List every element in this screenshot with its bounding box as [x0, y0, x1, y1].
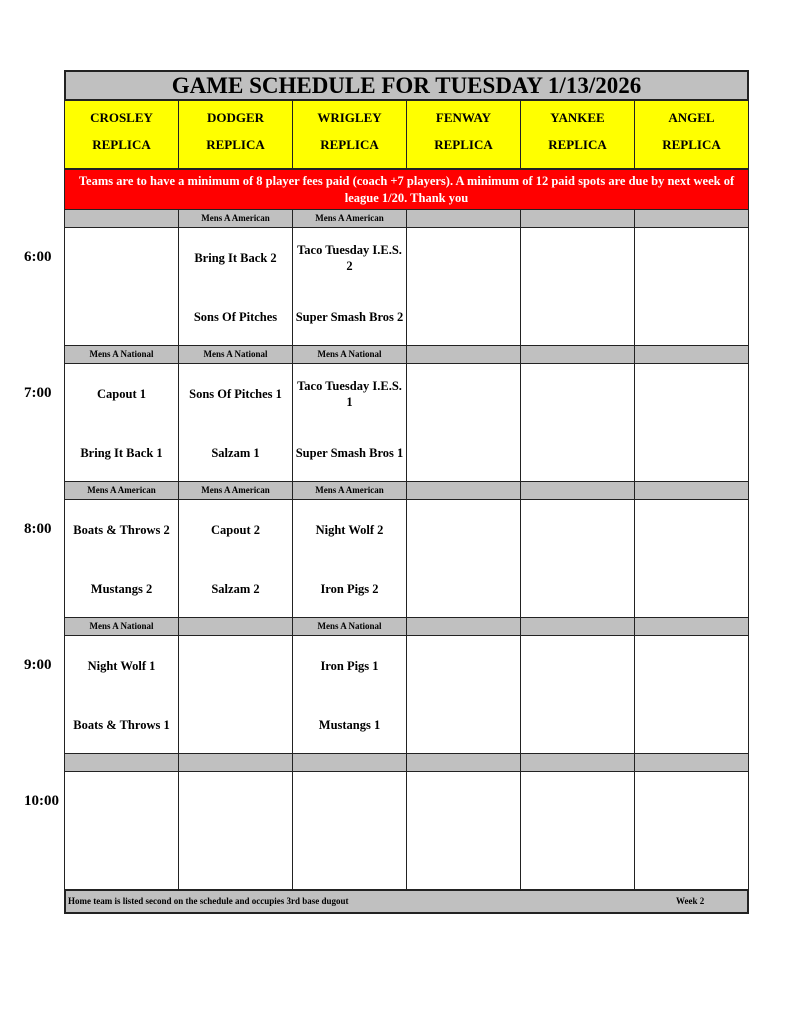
game-cell — [634, 363, 749, 482]
game-cell — [520, 363, 635, 482]
field-subtitle: REPLICA — [92, 137, 151, 152]
game-cell — [292, 227, 407, 346]
field-name: CROSLEY — [90, 110, 153, 125]
division-label: Mens A National — [178, 345, 293, 364]
away-team: Boats & Throws 2 — [73, 523, 170, 537]
field-header — [406, 100, 521, 169]
time-label: 7:00 — [24, 385, 52, 401]
field-subtitle: REPLICA — [548, 137, 607, 152]
field-header — [178, 100, 293, 169]
game-cell — [520, 771, 635, 890]
field-subtitle: REPLICA — [662, 137, 721, 152]
game-cell — [634, 635, 749, 754]
game-cell — [634, 227, 749, 346]
game-cell — [520, 635, 635, 754]
division-label — [178, 617, 293, 636]
away-team: Taco Tuesday I.E.S. 2 — [297, 243, 402, 273]
division-label: Mens A National — [292, 617, 407, 636]
home-team: Boats & Throws 1 — [73, 718, 170, 732]
game-cell — [634, 771, 749, 890]
home-team: Mustangs 2 — [90, 582, 153, 596]
division-label — [292, 753, 407, 772]
division-label — [634, 753, 749, 772]
game-cell — [178, 635, 293, 754]
division-label — [520, 753, 635, 772]
game-cell — [406, 227, 521, 346]
division-label: Mens A National — [64, 617, 179, 636]
away-team: Sons Of Pitches 1 — [189, 387, 282, 401]
division-label — [634, 617, 749, 636]
time-label: 6:00 — [24, 249, 52, 265]
field-subtitle: REPLICA — [434, 137, 493, 152]
footer — [64, 889, 749, 914]
division-label — [520, 481, 635, 500]
division-label — [634, 209, 749, 228]
game-cell — [64, 499, 179, 618]
away-team: Capout 2 — [211, 523, 260, 537]
field-header — [292, 100, 407, 169]
game-cell — [64, 635, 179, 754]
division-label: Mens A American — [292, 481, 407, 500]
time-label: 10:00 — [24, 793, 59, 809]
game-cell — [178, 499, 293, 618]
field-header — [634, 100, 749, 169]
division-label — [406, 617, 521, 636]
division-label — [406, 345, 521, 364]
game-cell — [406, 363, 521, 482]
division-label — [64, 753, 179, 772]
division-label: Mens A American — [64, 481, 179, 500]
time-label: 8:00 — [24, 521, 52, 537]
division-label: Mens A American — [292, 209, 407, 228]
home-team: Iron Pigs 2 — [320, 582, 379, 596]
field-header — [64, 100, 179, 169]
game-cell — [292, 499, 407, 618]
field-subtitle: REPLICA — [206, 137, 265, 152]
division-label — [406, 481, 521, 500]
home-team: Bring It Back 1 — [80, 446, 163, 460]
game-cell — [406, 635, 521, 754]
division-label — [406, 209, 521, 228]
division-label — [634, 481, 749, 500]
game-cell — [64, 227, 179, 346]
game-cell — [64, 771, 179, 890]
game-cell — [178, 227, 293, 346]
game-cell — [292, 635, 407, 754]
field-name: WRIGLEY — [317, 110, 382, 125]
field-name: FENWAY — [435, 110, 492, 125]
game-cell — [178, 771, 293, 890]
game-cell — [406, 499, 521, 618]
home-team: Salzam 2 — [211, 582, 260, 596]
field-name: DODGER — [206, 110, 265, 125]
division-label — [520, 345, 635, 364]
field-header — [520, 100, 635, 169]
game-cell — [292, 771, 407, 890]
game-cell — [520, 227, 635, 346]
field-name: ANGEL — [668, 110, 715, 125]
division-label — [634, 345, 749, 364]
division-label: Mens A American — [178, 209, 293, 228]
home-team: Mustangs 1 — [318, 718, 381, 732]
notice-banner: Teams are to have a minimum of 8 player fees paid (coach +7 players). A minimum of 12 paid spots are due by next week of league 1/20. Thank you — [64, 169, 749, 210]
away-team: Night Wolf 2 — [315, 523, 384, 537]
division-label — [520, 209, 635, 228]
away-team: Iron Pigs 1 — [320, 659, 379, 673]
division-label: Mens A American — [178, 481, 293, 500]
division-label — [178, 753, 293, 772]
page-title: GAME SCHEDULE FOR TUESDAY 1/13/2026 — [64, 70, 749, 101]
home-team: Super Smash Bros 1 — [295, 446, 404, 460]
game-cell — [406, 771, 521, 890]
game-cell — [292, 363, 407, 482]
game-cell — [634, 499, 749, 618]
division-label — [406, 753, 521, 772]
field-name: YANKEE — [550, 110, 605, 125]
home-team: Sons Of Pitches — [193, 310, 278, 324]
game-cell — [520, 499, 635, 618]
game-cell — [178, 363, 293, 482]
division-label — [520, 617, 635, 636]
week-label: Week 2 — [676, 896, 705, 906]
footer-note: Home team is listed second on the schedule and occupies 3rd base dugout — [68, 896, 349, 906]
division-label — [64, 209, 179, 228]
away-team: Taco Tuesday I.E.S. 1 — [297, 379, 402, 409]
field-subtitle: REPLICA — [320, 137, 379, 152]
away-team: Bring It Back 2 — [194, 251, 277, 265]
away-team: Night Wolf 1 — [87, 659, 156, 673]
home-team: Super Smash Bros 2 — [295, 310, 404, 324]
division-label: Mens A National — [64, 345, 179, 364]
time-label: 9:00 — [24, 657, 52, 673]
home-team: Salzam 1 — [211, 446, 260, 460]
game-cell — [64, 363, 179, 482]
division-label: Mens A National — [292, 345, 407, 364]
away-team: Capout 1 — [97, 387, 146, 401]
